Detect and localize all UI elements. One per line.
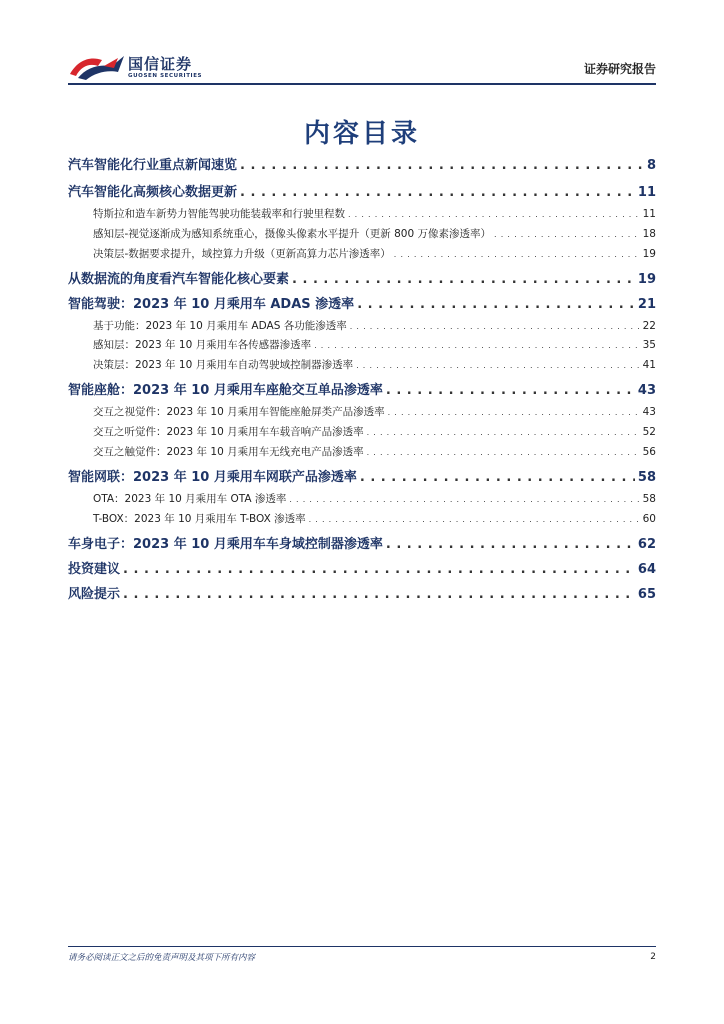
toc-entry-page: 21 [637,297,656,312]
toc-entry-page: 43 [637,383,656,398]
toc-leader-dots [388,408,640,417]
toc-leader-dots [289,495,639,504]
toc-entry-text: 从数据流的角度看汽车智能化核心要素 [68,272,290,287]
toc-entry-level2[interactable] [68,424,656,440]
toc-entry-text: 车身电子：2023 年 10 月乘用车车身域控制器渗透率 [68,537,383,552]
toc-entry-text: 智能驾驶：2023 年 10 月乘用车 ADAS 渗透率 [68,297,355,312]
page-number: 2 [650,952,656,962]
toc-entry-page: 35 [642,339,656,351]
toc-entry-level2[interactable] [68,206,656,222]
toc-entry-page: 22 [642,320,656,332]
toc-entry-level1[interactable] [68,181,656,201]
header-divider [68,83,656,85]
page-header [68,46,656,86]
toc-entry-level2[interactable] [68,511,656,527]
toc-entry-level1[interactable] [68,379,656,399]
toc-entry-page: 60 [642,513,656,525]
guosen-logo-icon [68,52,126,82]
toc-entry-page: 41 [642,359,656,371]
toc-entry-level2[interactable] [68,357,656,373]
toc-leader-dots [240,185,635,200]
toc-leader-dots [240,158,644,173]
toc-entry-text: 感知层：2023 年 10 月乘用车各传感器渗透率 [93,339,312,351]
toc-entry-page: 18 [642,228,656,240]
toc-entry-page: 58 [637,470,656,485]
toc-entry-text: 智能网联：2023 年 10 月乘用车网联产品渗透率 [68,470,357,485]
report-type-label: 证券研究报告 [583,62,656,76]
toc-entry-level2[interactable] [68,226,656,242]
toc-leader-dots [494,230,640,239]
toc-entry-level1[interactable] [68,583,656,603]
toc-leader-dots [367,428,640,437]
toc-entry-level1[interactable] [68,154,656,174]
toc-entry-text: 决策层-数据要求提升，域控算力升级（更新高算力芯片渗透率） [93,248,391,260]
toc-leader-dots [356,361,640,370]
toc-entry-level1[interactable] [68,533,656,553]
toc-entry-level2[interactable] [68,491,656,507]
toc-entry-text: 决策层：2023 年 10 月乘用车自动驾驶域控制器渗透率 [93,359,354,371]
toc-entry-text: 交互之听觉件：2023 年 10 月乘用车车载音响产品渗透率 [93,426,364,438]
toc-entry-level1[interactable] [68,293,656,313]
toc-entry-text: 感知层-视觉逐渐成为感知系统重心，摄像头像素水平提升（更新 800 万像素渗透率） [93,228,492,240]
toc-entry-page: 19 [637,272,656,287]
toc-entry-level2[interactable] [68,444,656,460]
toc-entry-page: 8 [646,158,656,173]
toc-leader-dots [292,272,635,287]
toc-entry-page: 58 [642,493,656,505]
toc-title: 内容目录 [303,119,420,149]
toc-entry-page: 11 [637,185,656,200]
toc-leader-dots [360,470,635,485]
toc-entry-level2[interactable] [68,337,656,353]
toc-entry-text: OTA：2023 年 10 月乘用车 OTA 渗透率 [93,493,287,505]
toc-leader-dots [394,250,640,259]
toc-entry-text: 投资建议 [68,562,121,577]
toc-entry-text: 汽车智能化行业重点新闻速览 [68,158,238,173]
toc-entry-text: 风险提示 [68,587,121,602]
toc-entry-page: 56 [642,446,656,458]
toc-entry-level2[interactable] [68,246,656,262]
toc-entry-level1[interactable] [68,268,656,288]
brand-name-cn: 国信证券 [128,55,193,73]
toc-entry-level2[interactable] [68,318,656,334]
toc-leader-dots [348,210,640,219]
toc-entry-level1[interactable] [68,558,656,578]
toc-leader-dots [367,448,640,457]
toc-entry-level1[interactable] [68,466,656,486]
toc-leader-dots [357,297,635,312]
toc-entry-text: 交互之视觉件：2023 年 10 月乘用车智能座舱屏类产品渗透率 [93,406,385,418]
toc-leader-dots [386,383,635,398]
toc-entry-level2[interactable] [68,404,656,420]
toc-entry-page: 62 [637,537,656,552]
toc-leader-dots [386,537,635,552]
toc-entry-text: 汽车智能化高频核心数据更新 [68,185,238,200]
toc-entry-page: 43 [642,406,656,418]
toc-leader-dots [123,562,635,577]
footer-divider [68,946,656,947]
toc-entry-text: 交互之触觉件：2023 年 10 月乘用车无线充电产品渗透率 [93,446,364,458]
toc-leader-dots [309,515,640,524]
toc-leader-dots [350,322,640,331]
toc-entry-text: 智能座舱：2023 年 10 月乘用车座舱交互单品渗透率 [68,383,383,398]
footer-disclaimer: 请务必阅读正文之后的免责声明及其项下所有内容 [68,953,256,963]
brand-name-en: GUOSEN SECURITIES [128,73,203,79]
toc-entry-text: 基于功能：2023 年 10 月乘用车 ADAS 各功能渗透率 [93,320,347,332]
toc-entry-page: 64 [637,562,656,577]
toc-leader-dots [123,587,635,602]
toc-entry-page: 11 [642,208,656,220]
toc-entry-page: 52 [642,426,656,438]
toc-entry-text: T-BOX：2023 年 10 月乘用车 T-BOX 渗透率 [93,513,306,525]
toc-entry-page: 65 [637,587,656,602]
toc-entry-text: 特斯拉和造车新势力智能驾驶功能装载率和行驶里程数 [93,208,345,220]
toc-leader-dots [314,341,640,350]
toc-entry-page: 19 [642,248,656,260]
